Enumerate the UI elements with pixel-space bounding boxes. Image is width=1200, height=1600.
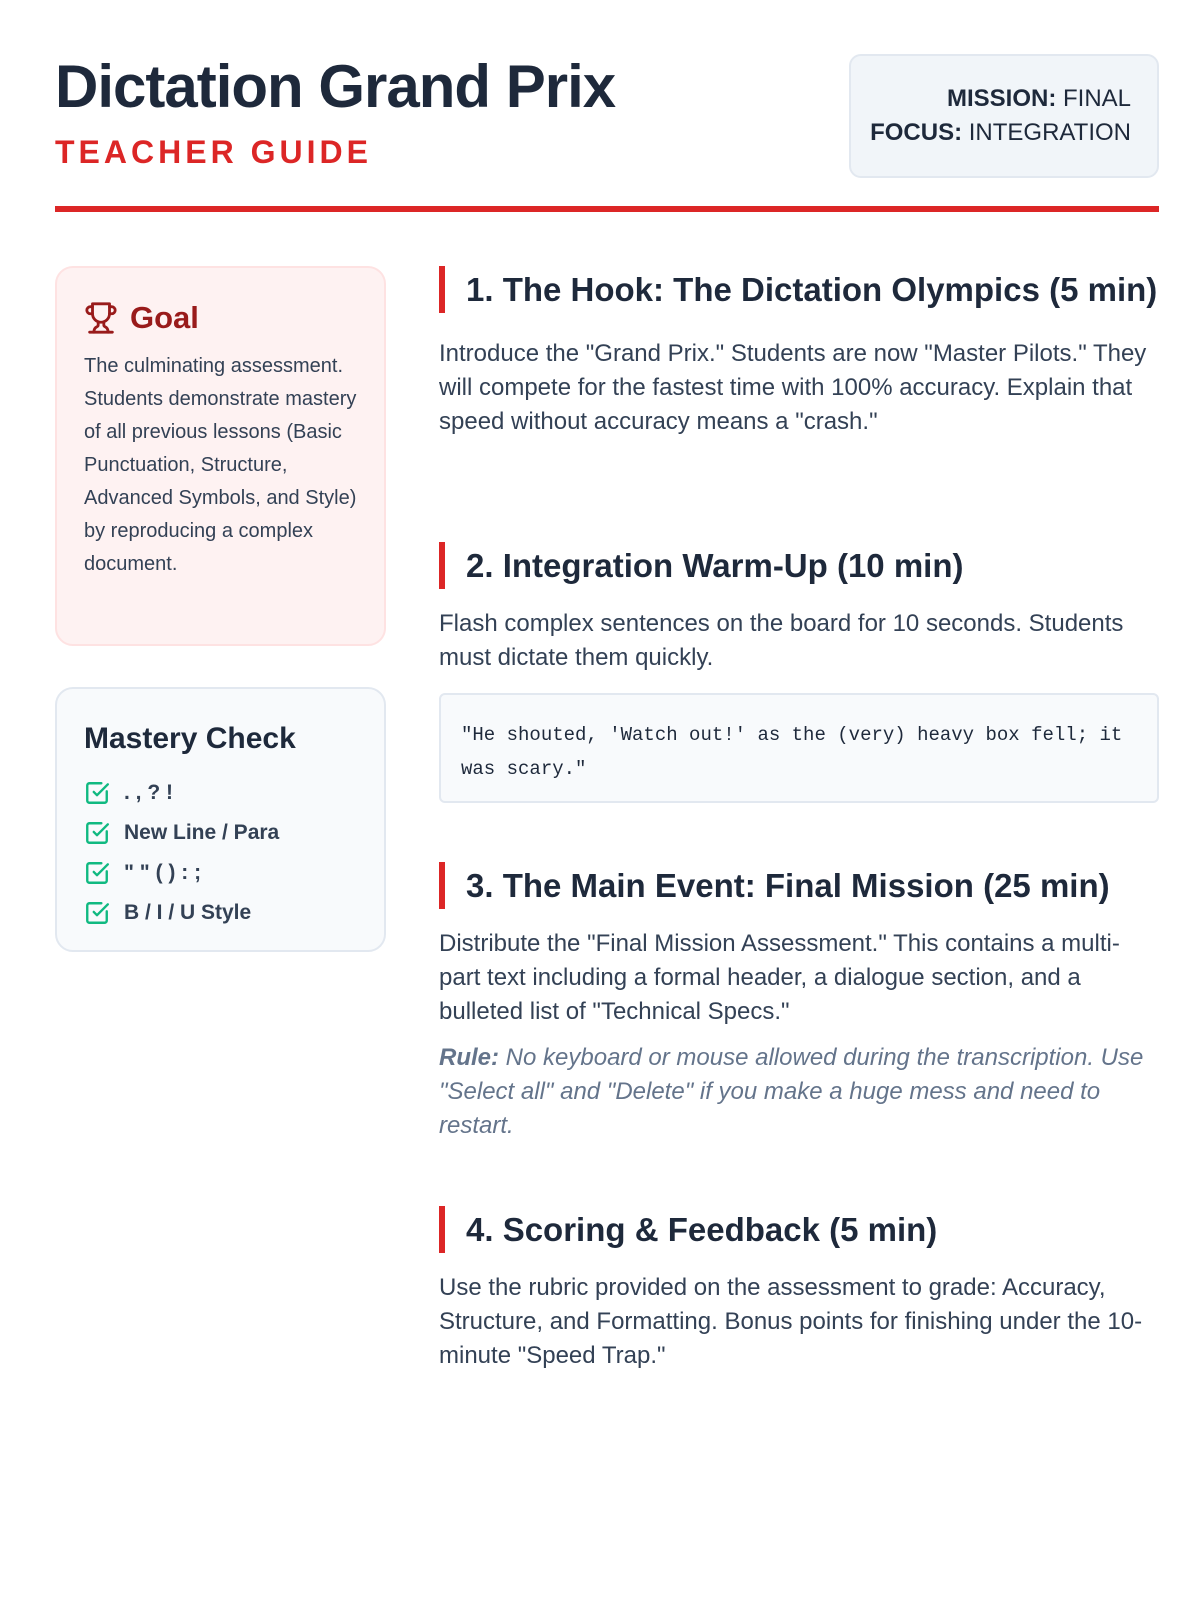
example-sentence-box: "He shouted, 'Watch out!' as the (very) heavy box fell; it was scary."	[439, 693, 1159, 803]
rule-label: Rule:	[439, 1044, 499, 1071]
mastery-item	[84, 773, 358, 813]
section-text: Flash complex sentences on the board for 10 seconds. Students must dictate them quickly.	[439, 610, 1124, 671]
rule-text: No keyboard or mouse allowed during the transcription. Use "Select all" and "Delete" if you make a huge mess and need to restart.	[439, 1044, 1144, 1139]
page-title: Dictation Grand Prix	[55, 53, 616, 120]
mission-label: MISSION:	[946, 85, 1057, 112]
mastery-item-label: " " ( ) : ;	[124, 861, 202, 884]
section-heading: 3. The Main Event: Final Mission (25 min)	[439, 862, 1159, 909]
page-subtitle: TEACHER GUIDE	[55, 134, 372, 170]
teacher-guide-page	[55, 0, 1159, 1600]
section-main-event	[439, 862, 1159, 1143]
mastery-check-card	[55, 687, 386, 952]
section-heading: 4. Scoring & Feedback (5 min)	[439, 1206, 1159, 1253]
page-header	[55, 0, 1159, 212]
mission-value: FINAL	[1062, 85, 1131, 112]
section-text: Use the rubric provided on the assessment to grade: Accuracy, Structure, and Formatting. Bonus points for finishing under the 10-minute "Speed Trap."	[439, 1274, 1143, 1369]
section-scoring	[439, 1206, 1159, 1373]
mastery-item	[84, 813, 358, 853]
section-heading: 1. The Hook: The Dictation Olympics (5 min)	[439, 266, 1159, 313]
checkbox-icon	[84, 780, 110, 806]
checkbox-icon	[84, 860, 110, 886]
mission-line	[851, 82, 1131, 116]
mastery-item-label: B / I / U Style	[124, 901, 252, 924]
section-hook	[439, 266, 1159, 439]
trophy-icon	[84, 301, 118, 335]
goal-header	[84, 298, 358, 338]
focus-line	[851, 116, 1131, 150]
checkbox-icon	[84, 820, 110, 846]
section-text: Introduce the "Grand Prix." Students are now "Master Pilots." They will compete for the fastest time with 100% accuracy. Explain that speed without accuracy means a "crash."	[439, 340, 1147, 435]
mastery-item-label: . , ? !	[124, 781, 173, 804]
mastery-item	[84, 853, 358, 893]
mission-info-box	[849, 54, 1159, 178]
focus-label: FOCUS:	[870, 119, 963, 146]
section-text: Distribute the "Final Mission Assessment." This contains a multi-part text including a formal header, a dialogue section, and a bulleted list of "Technical Specs."	[439, 930, 1120, 1025]
section-heading: 2. Integration Warm-Up (10 min)	[439, 542, 1159, 589]
checkbox-icon	[84, 900, 110, 926]
rule-note	[439, 1041, 1159, 1143]
mastery-item-label: New Line / Para	[124, 821, 280, 844]
goal-description: The culminating assessment. Students demonstrate mastery of all previous lessons (Basic Punctuation, Structure, Advanced Symbols, and Style) by reproducing a complex document.	[84, 355, 357, 575]
mastery-check-title: Mastery Check	[84, 722, 296, 755]
mastery-item	[84, 893, 358, 933]
goal-title: Goal	[130, 300, 199, 335]
focus-value: INTEGRATION	[968, 119, 1131, 146]
goal-card	[55, 266, 386, 646]
section-warm-up	[439, 542, 1159, 803]
